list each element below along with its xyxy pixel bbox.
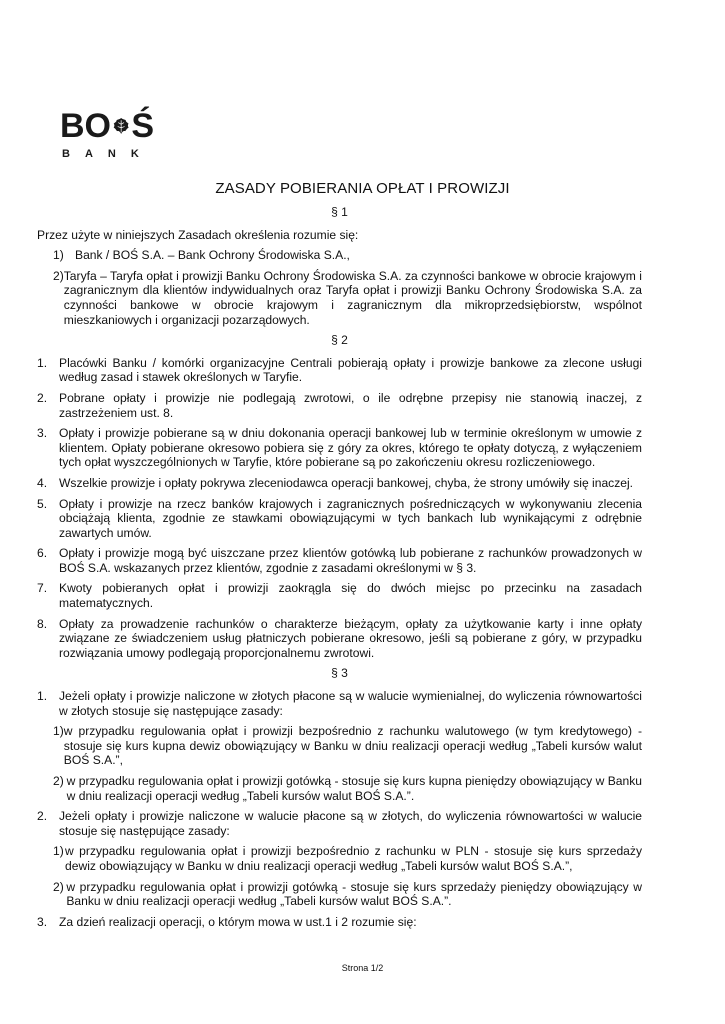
document-body <box>37 205 642 935</box>
rule-item: 4. Wszelkie prowizje i opłaty pokrywa zleceniodawca operacji bankowej, chyba, że strony umówiły się inaczej. <box>37 475 634 490</box>
rule-item: 1. Jeżeli opłaty i prowizje naliczone w złotych płacone są w walucie wymienialnej, do wyliczenia równowartości w złotych stosuje się następujące zasady: <box>37 689 642 718</box>
rule-item: 3. Opłaty i prowizje pobierane są w dniu dokonania operacji bankowej lub w terminie określonym w umowie z klientem. Opłaty pobierane okresowo pobiera się z góry za okres, którego te opłaty dotyczą, z wyłączeniem tych opłat wyszczególnionych w Taryfie, które pobierane są po zakończeniu okresu rozliczeniowego. <box>37 426 642 470</box>
page-number: Strona 1/2 <box>341 963 384 973</box>
rule-item: 3. Za dzień realizacji operacji, o którym mowa w ust.1 i 2 rozumie się: <box>37 914 417 929</box>
logo-letter-s: Ś <box>131 107 154 145</box>
rule-item: 7. Kwoty pobieranych opłat i prowizji zaokrągla się do dwóch miejsc po przecinku na zasadach matematycznych. <box>37 581 642 611</box>
bank-logo <box>60 108 154 168</box>
sub-rule-item: 2) w przypadku regulowania opłat i prowizji gotówką - stosuje się kurs sprzedaży pieniędzy obowiązujący w Banku w dniu realizacji operacji według „Tabeli kursów walut BOŚ S.A.”. <box>53 879 642 909</box>
logo-letters-bo: BO <box>60 107 111 145</box>
sub-rule-item: 1) w przypadku regulowania opłat i prowizji bezpośrednio z rachunku w PLN - stosuje się kurs sprzedaży dewiz obowiązujący w Banku w dniu realizacji operacji według „Tabeli kursów walut BOŚ S.A.”, <box>53 844 642 873</box>
definition-item: 1) Bank / BOŚ S.A. – Bank Ochrony Środowiska S.A., <box>53 248 350 263</box>
section-heading-3: § 3 <box>331 666 348 681</box>
rule-item: 8. Opłaty za prowadzenie rachunków o charakterze bieżącym, opłaty za użytkowanie karty i inne opłaty związane ze świadczeniem usług płatniczych pobierane okresowo, jeśli są pobierane z góry, w przypadku rozwiązania umowy podlegają proporcjonalnemu zwrotowi. <box>37 616 642 660</box>
section-heading-2: § 2 <box>331 333 348 348</box>
rule-item: 2. Jeżeli opłaty i prowizje naliczone w walucie płacone są w złotych, do wyliczenia równowartości w walucie stosuje się następujące zasady: <box>37 809 642 838</box>
rule-item: 5. Opłaty i prowizje na rzecz banków krajowych i zagranicznych pośredniczących w wykonywaniu zlecenia obciążają klienta, zgodnie ze stawkami obowiązującymi w tych bankach lub wynikającymi z odrębnie zawartych umów. <box>37 496 642 540</box>
section-1-intro: Przez użyte w niniejszych Zasadach określenia rozumie się: <box>37 227 359 242</box>
rule-item: 2. Pobrane opłaty i prowizje nie podlegają zwrotowi, o ile odrębne przepisy nie stanowią inaczej, z zastrzeżeniem ust. 8. <box>37 390 642 420</box>
oak-leaf-logo-icon <box>112 110 130 142</box>
document-title: ZASADY POBIERANIA OPŁAT I PROWIZJI <box>215 180 510 197</box>
rule-item: 1. Placówki Banku / komórki organizacyjne Centrali pobierają opłaty i prowizje bankowe za zlecone usługi według zasad i stawek określonych w Taryfie. <box>37 355 642 385</box>
definition-item: 2) Taryfa – Taryfa opłat i prowizji Banku Ochrony Środowiska S.A. za czynności bankowe w obrocie krajowym i zagranicznym dla klientów indywidualnych oraz Taryfa opłat i prowizji Banku Ochrony Środowiska S.A. za czynności bankowe w obrocie krajowym i zagranicznym dla mikroprzedsiębiorstw, wspólnot mieszkaniowych i organizacji pozarządowych. <box>53 268 642 327</box>
rule-item: 6. Opłaty i prowizje mogą być uiszczane przez klientów gotówką lub pobierane z rachunków prowadzonych w BOŚ S.A. wskazanych przez klientów, zgodnie z zasadami określonymi w § 3. <box>37 546 642 575</box>
sub-rule-item: 2) w przypadku regulowania opłat i prowizji gotówką - stosuje się kurs kupna pieniędzy obowiązujący w Banku w dniu realizacji operacji według „Tabeli kursów walut BOŚ S.A.”. <box>53 774 642 803</box>
sub-rule-item: 1) w przypadku regulowania opłat i prowizji bezpośrednio z rachunku walutowego (w tym kredytowego) - stosuje się kurs kupna dewiz obowiązujący w Banku w dniu realizacji operacji według „Tabeli kursów walut BOŚ S.A.”, <box>53 724 642 768</box>
logo-bank-word: BANK <box>62 148 154 160</box>
section-heading-1: § 1 <box>331 205 348 219</box>
